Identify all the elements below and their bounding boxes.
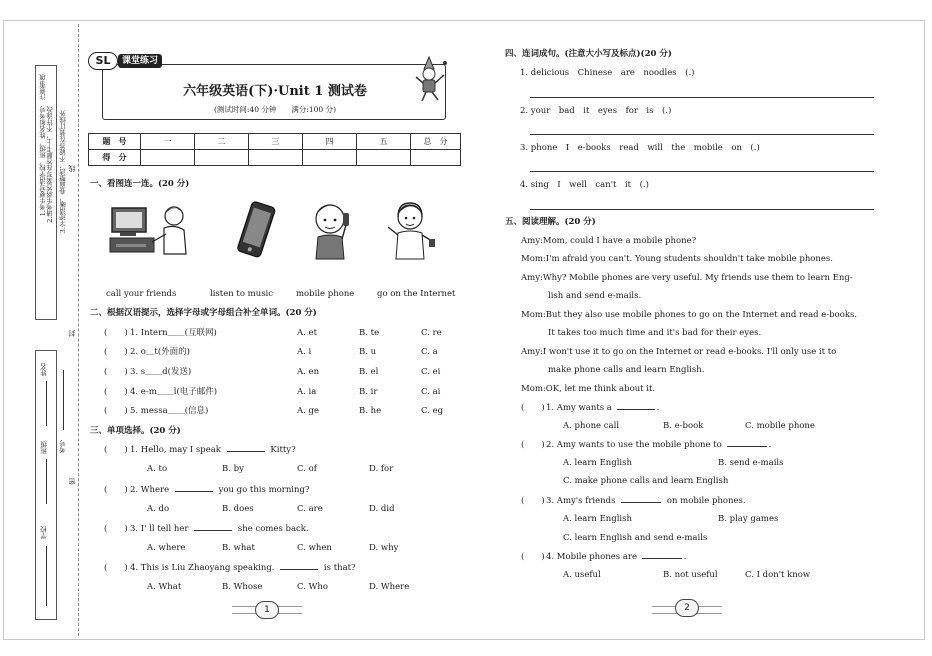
- notes-label: 注意事项: [39, 74, 47, 100]
- score-cell[interactable]: [357, 150, 411, 166]
- answer-paren[interactable]: ( ): [104, 367, 128, 377]
- notes-line-1: 1.考生要写清学校、班级、姓名和考号: [39, 106, 47, 217]
- option-c[interactable]: C. ai: [421, 387, 441, 397]
- question-text: [546, 497, 746, 506]
- logo-sl-badge: SL: [88, 52, 118, 70]
- answer-paren[interactable]: ( ): [104, 347, 128, 357]
- dialogue-line: Amy:I won't use it to go on the Internet or read e-books. I'll only use it to: [521, 347, 837, 357]
- question-part1: 3. Amy's friends: [546, 496, 616, 506]
- notes-box: [35, 65, 57, 320]
- answer-blank[interactable]: [642, 558, 682, 559]
- school-line[interactable]: [46, 546, 47, 606]
- option-a[interactable]: A. en: [297, 367, 320, 377]
- dialogue-line: Mom:OK, let me think about it.: [521, 384, 656, 394]
- option-b[interactable]: B. send e-mails: [718, 458, 784, 468]
- option-a[interactable]: A. i: [297, 347, 312, 357]
- page-title: 六年级英语(下)·Unit 1 测试卷: [183, 84, 367, 99]
- score-table-header-row: [89, 134, 461, 150]
- option-a[interactable]: A. useful: [563, 570, 601, 580]
- answer-blank[interactable]: [194, 530, 232, 531]
- question-part1: 2. Amy wants to use the mobile phone to: [546, 440, 722, 450]
- option-a[interactable]: A. phone call: [563, 421, 620, 431]
- sentence-words: 4. sing I well can't it (.): [520, 180, 649, 190]
- dialogue-line: Mom:I'm afraid you can't. Young students shouldn't take mobile phones.: [521, 254, 833, 264]
- binding-strip: [8, 20, 78, 640]
- option-b[interactable]: B. what: [222, 543, 255, 553]
- question-text: 5. messa＿＿(信息): [130, 406, 209, 416]
- option-c[interactable]: C. when: [297, 543, 332, 553]
- page-number-left: 1: [255, 601, 279, 619]
- answer-paren[interactable]: ( ): [521, 496, 545, 506]
- option-c[interactable]: C. I don't know: [745, 570, 811, 580]
- score-cell[interactable]: [195, 150, 249, 166]
- answer-line[interactable]: [530, 209, 874, 210]
- option-c[interactable]: C. make phone calls and learn English: [563, 476, 729, 486]
- binding-dashed-line: [78, 24, 79, 636]
- option-b[interactable]: B. play games: [718, 514, 779, 524]
- answer-paren[interactable]: ( ): [104, 445, 128, 455]
- option-d[interactable]: D. Where: [369, 582, 410, 592]
- answer-line[interactable]: [530, 134, 874, 135]
- question-text: [546, 441, 771, 450]
- option-c[interactable]: C. of: [297, 464, 317, 474]
- option-a[interactable]: A. do: [147, 504, 170, 514]
- question-part2: she comes back.: [237, 524, 309, 534]
- sentence-words: 3. phone I e-books read will the mobile on (.): [520, 143, 760, 153]
- phrase-listen-music[interactable]: listen to music: [210, 289, 274, 299]
- notes-line-3: 3.字迹清晰，卷面整洁，不能答在装订线外: [59, 110, 67, 234]
- part3-heading: 三、单项选择。(20 分): [90, 426, 181, 436]
- answer-paren[interactable]: ( ): [104, 563, 128, 573]
- score-cell[interactable]: [411, 150, 461, 166]
- option-c[interactable]: C. mobile phone: [745, 421, 815, 431]
- score-header-cell: 一: [141, 134, 195, 150]
- question-part2: .: [683, 552, 687, 562]
- option-b[interactable]: B. he: [359, 406, 382, 416]
- score-row-label: 得 分: [89, 150, 141, 166]
- class-line[interactable]: [46, 459, 47, 504]
- question-part1: 1. Amy wants a: [546, 403, 612, 413]
- score-header-cell: 五: [357, 134, 411, 150]
- class-label: 班级: [40, 441, 48, 454]
- dialogue-line: make phone calls and learn English.: [548, 365, 705, 375]
- option-b[interactable]: B. Whose: [222, 582, 263, 592]
- mobile-phone-picture: [232, 200, 278, 260]
- question-part1: 4. This is Liu Zhaoyang speaking.: [130, 563, 275, 573]
- option-b[interactable]: B. ir: [359, 387, 378, 397]
- question-text: [130, 446, 296, 455]
- answer-blank[interactable]: [727, 446, 767, 447]
- phrase-call-friends[interactable]: call your friends: [106, 289, 177, 299]
- score-header-cell: 题 号: [89, 134, 141, 150]
- question-part1: 3. I' ll tell her: [130, 524, 189, 534]
- question-text: [546, 404, 659, 413]
- option-d[interactable]: D. why: [369, 543, 399, 553]
- exam-no-label: 考号: [59, 440, 67, 453]
- answer-paren[interactable]: ( ): [521, 552, 545, 562]
- sentence-words: 1. delicious Chinese are noodles (.): [520, 68, 695, 78]
- score-cell[interactable]: [249, 150, 303, 166]
- binding-mark-xian: 线: [68, 165, 76, 172]
- logo-text: 课堂练习: [118, 54, 162, 68]
- answer-blank[interactable]: [227, 451, 265, 452]
- answer-blank[interactable]: [617, 409, 655, 410]
- question-text: [130, 486, 310, 495]
- part1-heading: 一、看图连一连。(20 分): [90, 179, 190, 189]
- option-d[interactable]: D. did: [369, 504, 395, 514]
- answer-paren[interactable]: ( ): [104, 406, 128, 416]
- option-b[interactable]: B. not useful: [663, 570, 718, 580]
- dialogue-line: Mom:But they also use mobile phones to go on the Internet and read e-books.: [521, 310, 858, 320]
- option-c[interactable]: C. learn English and send e-mails: [563, 533, 708, 543]
- score-header-cell: 四: [303, 134, 357, 150]
- dialogue-line: lish and send e-mails.: [548, 291, 642, 301]
- dialogue-line: Amy:Why? Mobile phones are very useful. My friends use them to learn Eng-: [521, 273, 853, 283]
- question-part1: 2. Where: [130, 485, 170, 495]
- question-part1: 1. Hello, may I speak: [130, 445, 221, 455]
- option-c[interactable]: C. eg: [421, 406, 444, 416]
- phrase-mobile-phone[interactable]: mobile phone: [296, 289, 355, 299]
- question-text: 1. Intern＿＿(互联网): [130, 328, 217, 338]
- dialogue-line: Amy:Mom, could I have a mobile phone?: [521, 236, 697, 246]
- score-table: [88, 133, 461, 166]
- page-number-right: 2: [675, 599, 699, 617]
- computer-boy-picture: [108, 200, 196, 260]
- question-text: 4. e-m＿＿l(电子邮件): [130, 387, 218, 397]
- option-a[interactable]: A. to: [147, 464, 168, 474]
- question-text: 3. s＿＿d(发送): [130, 367, 192, 377]
- score-header-cell: 二: [195, 134, 249, 150]
- question-part2: is that?: [323, 563, 356, 573]
- binding-mark-feng: 封: [68, 330, 76, 337]
- option-b[interactable]: B. u: [359, 347, 377, 357]
- option-c[interactable]: C. ei: [421, 367, 441, 377]
- test-info: (测试时间:40 分钟 满分:100 分): [213, 105, 337, 114]
- question-text: 2. o＿t(外面的): [130, 347, 190, 357]
- exam-no-line[interactable]: [63, 370, 64, 430]
- part5-heading: 五、阅读理解。(20 分): [505, 217, 596, 227]
- question-text: [546, 553, 686, 562]
- question-part2: you go this morning?: [218, 485, 310, 495]
- option-a[interactable]: A. What: [147, 582, 182, 592]
- answer-line[interactable]: [530, 97, 874, 98]
- option-c[interactable]: C. Who: [297, 582, 328, 592]
- question-part2: Kitty?: [270, 445, 296, 455]
- question-part1: 4. Mobile phones are: [546, 552, 638, 562]
- option-a[interactable]: A. ia: [297, 387, 317, 397]
- score-cell[interactable]: [303, 150, 357, 166]
- option-a[interactable]: A. ge: [297, 406, 320, 416]
- answer-paren[interactable]: ( ): [521, 440, 545, 450]
- option-b[interactable]: B. el: [359, 367, 379, 377]
- phone-call-boy-picture: [306, 197, 358, 261]
- name-label: 姓名: [40, 363, 48, 376]
- question-part2: .: [656, 403, 660, 413]
- answer-paren[interactable]: ( ): [104, 328, 128, 338]
- mascot-illustration: [412, 55, 450, 103]
- dialogue-line: It takes too much time and it's bad for their eyes.: [548, 328, 762, 338]
- school-label: 学校: [40, 526, 48, 539]
- answer-blank[interactable]: [280, 569, 318, 570]
- option-a[interactable]: A. where: [147, 543, 186, 553]
- option-d[interactable]: D. for: [369, 464, 394, 474]
- option-b[interactable]: B. by: [222, 464, 244, 474]
- student-info-box: [35, 350, 57, 620]
- question-part2: on mobile phones.: [666, 496, 746, 506]
- sentence-words: 2. your bad it eyes for is (.): [520, 106, 672, 116]
- answer-paren[interactable]: ( ): [104, 387, 128, 397]
- option-b[interactable]: B. does: [222, 504, 254, 514]
- score-header-cell: 三: [249, 134, 303, 150]
- answer-line[interactable]: [530, 171, 874, 172]
- listening-music-boy-picture: [384, 197, 436, 261]
- option-a[interactable]: A. learn English: [563, 514, 632, 524]
- answer-paren[interactable]: ( ): [521, 403, 545, 413]
- score-header-cell: 总 分: [411, 134, 461, 150]
- question-text: [130, 564, 356, 573]
- answer-paren[interactable]: ( ): [104, 524, 128, 534]
- option-a[interactable]: A. et: [297, 328, 317, 338]
- option-c[interactable]: C. a: [421, 347, 438, 357]
- part4-heading: 四、连词成句。(注意大小写及标点)(20 分): [505, 49, 672, 59]
- answer-paren[interactable]: ( ): [104, 485, 128, 495]
- notes-line-2: 2.请考生将答案写在答题卡上，不许涂改: [46, 106, 54, 223]
- option-c[interactable]: C. re: [421, 328, 442, 338]
- option-c[interactable]: C. are: [297, 504, 323, 514]
- part2-heading: 二、根据汉语提示，选择字母或字母组合补全单词。(20 分): [90, 308, 317, 318]
- binding-mark-mi: 密: [68, 478, 76, 485]
- option-a[interactable]: A. learn English: [563, 458, 632, 468]
- question-text: [130, 525, 309, 534]
- option-b[interactable]: B. e-book: [663, 421, 704, 431]
- phrase-go-internet[interactable]: go on the Internet: [377, 289, 456, 299]
- score-table-score-row: [89, 150, 461, 166]
- score-cell[interactable]: [141, 150, 195, 166]
- question-part2: .: [768, 440, 772, 450]
- answer-blank[interactable]: [175, 491, 213, 492]
- name-line[interactable]: [46, 381, 47, 426]
- option-b[interactable]: B. te: [359, 328, 380, 338]
- answer-blank[interactable]: [621, 502, 661, 503]
